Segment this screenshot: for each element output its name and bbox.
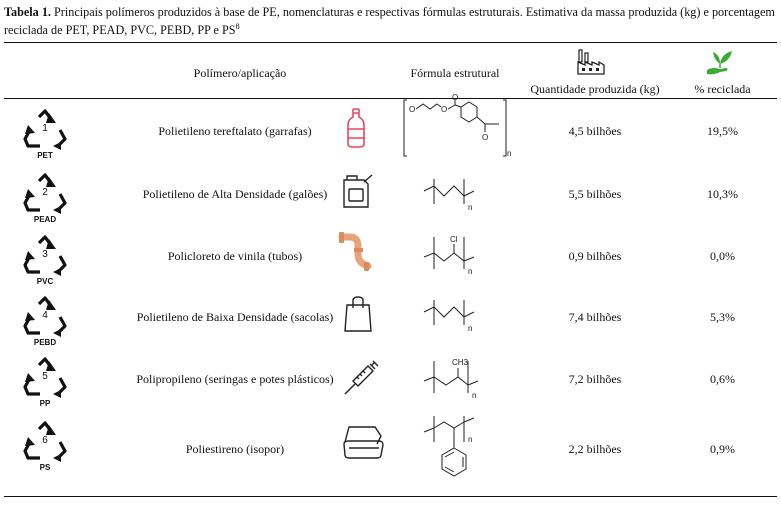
quantity-value: 5,5 bilhões bbox=[568, 187, 622, 201]
plant-hand-icon bbox=[704, 48, 736, 81]
bag-icon bbox=[343, 293, 373, 338]
formula-repeat: n bbox=[472, 391, 477, 400]
quantity-value: 7,4 bilhões bbox=[568, 310, 622, 324]
quantity-value: 4,5 bilhões bbox=[568, 124, 622, 138]
header-quantity: Quantidade produzida (kg) bbox=[530, 82, 660, 96]
header-formula: Fórmula estrutural bbox=[410, 66, 500, 80]
formula-oxygen-3: O bbox=[452, 93, 459, 102]
formula-oxygen-1: O bbox=[409, 105, 416, 114]
recycling-code: PEBD bbox=[33, 338, 57, 347]
polymer-name: Policloreto de vinila (tubos) bbox=[167, 249, 303, 263]
recycling-code: PS bbox=[39, 463, 51, 472]
structural-formula bbox=[420, 295, 490, 340]
table-row bbox=[0, 234, 781, 295]
formula-chlorine: Cl bbox=[450, 235, 458, 244]
structural-formula bbox=[420, 174, 490, 219]
recycling-symbol-icon bbox=[20, 108, 70, 160]
recycled-value: 0,9% bbox=[710, 442, 735, 456]
formula-repeat: n bbox=[468, 324, 473, 333]
recycling-symbol-icon bbox=[20, 356, 70, 408]
factory-icon bbox=[576, 48, 606, 81]
recycling-code: PET bbox=[37, 151, 53, 160]
bottom-rule bbox=[4, 496, 777, 497]
recycled-value: 10,3% bbox=[707, 187, 738, 201]
recycling-number: 2 bbox=[42, 187, 48, 198]
caption-reference: 8 bbox=[235, 21, 240, 31]
polymer-name: Polietileno de Alta Densidade (galões) bbox=[142, 187, 328, 201]
polymer-name: Polietileno tereftalato (garrafas) bbox=[158, 124, 312, 138]
recycling-number: 1 bbox=[42, 123, 48, 134]
structural-formula bbox=[420, 231, 490, 280]
formula-repeat: n bbox=[468, 267, 473, 276]
top-rule bbox=[4, 42, 777, 43]
structural-formula bbox=[420, 353, 494, 404]
table-row bbox=[0, 295, 781, 356]
recycling-code: PP bbox=[39, 399, 51, 408]
polymer-name: Polietileno de Baixa Densidade (sacolas) bbox=[136, 310, 334, 324]
recycling-number: 5 bbox=[42, 371, 48, 382]
recycled-value: 5,3% bbox=[710, 310, 735, 324]
bottle-icon bbox=[345, 108, 367, 153]
recycling-symbol-icon bbox=[20, 234, 70, 286]
formula-oxygen-2: O bbox=[441, 105, 448, 114]
polymer-name: Poliestireno (isopor) bbox=[185, 442, 285, 456]
table-row bbox=[0, 172, 781, 234]
formula-oxygen-4: O bbox=[482, 133, 489, 142]
jerrycan-icon bbox=[340, 172, 374, 215]
recycled-value: 19,5% bbox=[707, 124, 738, 138]
table-row bbox=[0, 356, 781, 420]
recycling-number: 6 bbox=[42, 435, 48, 446]
quantity-value: 2,2 bilhões bbox=[568, 442, 622, 456]
polymer-name: Polipropileno (seringas e potes plásticos) bbox=[136, 372, 334, 386]
caption-label: Tabela 1. bbox=[4, 5, 51, 19]
table-caption bbox=[4, 3, 781, 39]
pipe-icon bbox=[338, 232, 372, 277]
recycling-number: 4 bbox=[42, 310, 48, 321]
caption-text: Principais polímeros produzidos à base de PE, nomenclaturas e respectivas fórmulas estruturais. Estimativa da massa produzida (kg) e porcentagem bbox=[54, 5, 775, 19]
recycling-symbol-icon bbox=[20, 420, 70, 472]
formula-repeat: n bbox=[468, 435, 473, 444]
quantity-value: 7,2 bilhões bbox=[568, 372, 622, 386]
structural-formula bbox=[403, 93, 515, 163]
recycled-value: 0,6% bbox=[710, 372, 735, 386]
header-polymer: Polímero/aplicação bbox=[193, 66, 287, 80]
structural-formula bbox=[420, 414, 494, 489]
recycling-symbol-icon bbox=[20, 295, 70, 347]
header-rule bbox=[4, 98, 777, 99]
quantity-value: 0,9 bilhões bbox=[568, 249, 622, 263]
syringe-icon bbox=[342, 356, 382, 401]
formula-methyl: CH3 bbox=[452, 358, 469, 367]
table-row bbox=[0, 420, 781, 496]
recycling-code: PEAD bbox=[33, 215, 57, 224]
recycling-number: 3 bbox=[42, 249, 48, 260]
formula-repeat: n bbox=[468, 203, 473, 212]
caption-line2: reciclada de PET, PEAD, PVC, PEBD, PP e PS bbox=[4, 23, 236, 37]
foam-box-icon bbox=[341, 422, 385, 467]
recycled-value: 0,0% bbox=[710, 249, 735, 263]
recycling-code: PVC bbox=[36, 277, 54, 286]
formula-repeat: n bbox=[507, 149, 512, 158]
header-recycled: % reciclada bbox=[694, 82, 751, 96]
table-row bbox=[0, 93, 781, 172]
recycling-symbol-icon bbox=[20, 172, 70, 224]
